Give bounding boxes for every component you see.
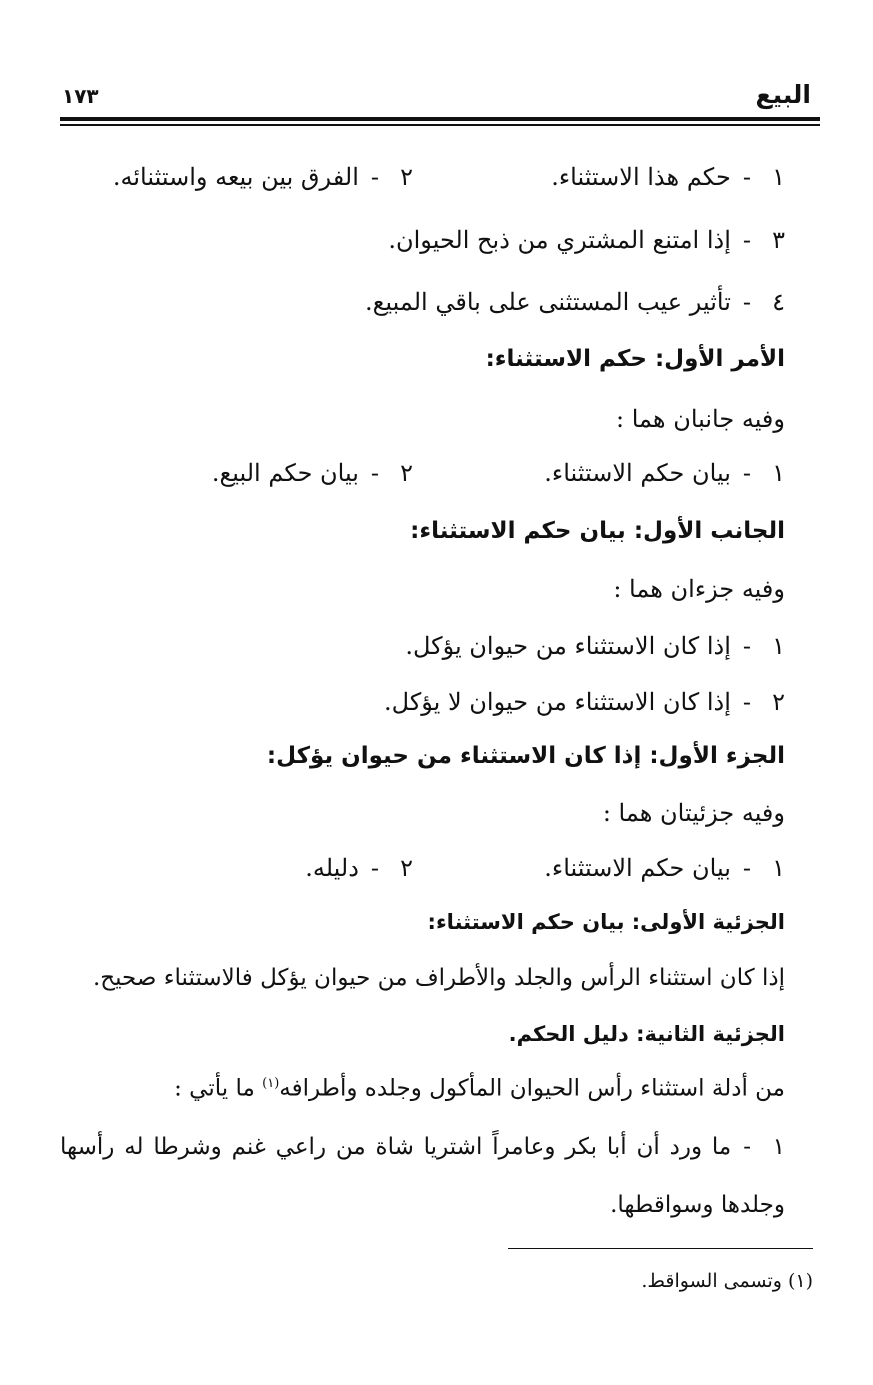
body-paragraph: إذا كان استثناء الرأس والجلد والأطراف من حيوان يؤكل فالاستثناء صحيح. [92,965,785,991]
section-heading: الأمر الأول: حكم الاستثناء: [485,346,785,372]
item-number: ٢ [772,688,785,716]
item-number: ١ [772,632,785,660]
evidence-continuation: وجلدها وسواقطها. [610,1192,785,1218]
item-number: ٢ [400,459,413,487]
footnote-rule [508,1248,813,1249]
item-number: ٢ [400,854,413,882]
item-text: ما ورد أن أبا بكر وعامراً اشتريا شاة من راعي غنم وشرطا له رأسها [60,1134,732,1160]
body-text: ما يأتي : [174,1075,263,1102]
list-item: ١-حكم هذا الاستثناء. [551,163,785,191]
item-text: حكم هذا الاستثناء. [551,163,731,191]
list-item: ١-بيان حكم الاستثناء. [544,459,785,487]
subsection-heading: الجانب الأول: بيان حكم الاستثناء: [410,518,785,544]
section-lead: وفيه جانبان هما : [616,405,785,433]
part-heading: الجزء الأول: إذا كان الاستثناء من حيوان يؤكل: [266,743,785,769]
list-item: ٢-إذا كان الاستثناء من حيوان لا يؤكل. [384,688,785,716]
part-lead: وفيه جزئيتان هما : [602,799,785,827]
evidence-line: ١-ما ورد أن أبا بكر وعامراً اشتريا شاة من راعي غنم وشرطا له رأسها [60,1134,785,1160]
item-text: إذا كان الاستثناء من حيوان يؤكل. [405,632,731,660]
body-paragraph [174,1077,785,1101]
item-text: تأثير عيب المستثنى على باقي المبيع. [364,288,731,316]
list-item: ٤-تأثير عيب المستثنى على باقي المبيع. [364,288,785,316]
item-number: ١ [772,854,785,882]
list-item: ٢-الفرق بين بيعه واستثنائه. [112,163,413,191]
item-number: ١ [772,163,785,191]
list-item: ٢-دليله. [305,854,413,882]
item-text: الفرق بين بيعه واستثنائه. [112,163,359,191]
item-text: إذا امتنع المشتري من ذبح الحيوان. [388,226,731,254]
sub-heading: الجزئية الثانية: دليل الحكم. [508,1022,785,1046]
header-rule-thick [60,117,820,121]
footnote: (١) وتسمى السواقط. [641,1270,813,1292]
header-rule-thin [60,124,820,126]
list-item: ١-إذا كان الاستثناء من حيوان يؤكل. [405,632,785,660]
running-head: البيع [755,80,811,109]
item-text: بيان حكم الاستثناء. [544,459,731,487]
item-number: ٢ [400,163,413,191]
item-text: دليله. [305,854,359,882]
page-number: ١٧٣ [62,84,99,108]
item-text: بيان حكم البيع. [211,459,359,487]
item-number: ١ [772,459,785,487]
item-number: ١ [772,1134,785,1160]
body-text: من أدلة استثناء رأس الحيوان المأكول وجلده وأطرافه [279,1075,785,1102]
list-item: ٢-بيان حكم البيع. [211,459,413,487]
sub-heading: الجزئية الأولى: بيان حكم الاستثناء: [427,910,785,934]
list-item: ١-بيان حكم الاستثناء. [544,854,785,882]
subsection-lead: وفيه جزءان هما : [613,575,785,603]
item-number: ٣ [772,226,785,254]
item-text: بيان حكم الاستثناء. [544,854,731,882]
item-number: ٤ [772,288,785,316]
footnote-ref: (١) [262,1076,280,1091]
item-text: إذا كان الاستثناء من حيوان لا يؤكل. [384,688,731,716]
list-item: ٣-إذا امتنع المشتري من ذبح الحيوان. [388,226,785,254]
